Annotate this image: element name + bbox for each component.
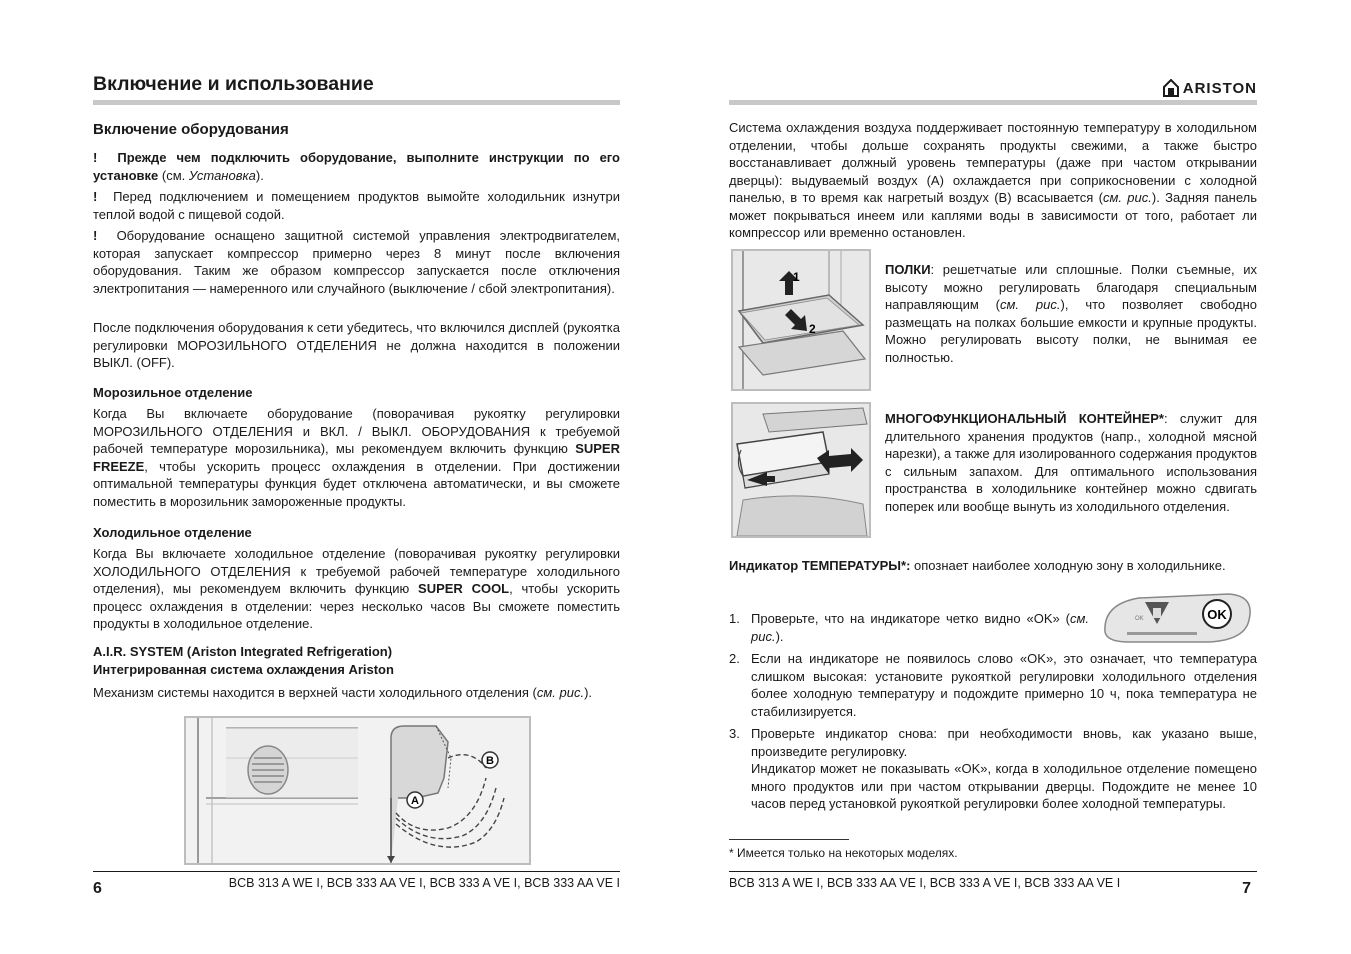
air-system-figure bbox=[184, 716, 531, 865]
air-system-paragraph bbox=[93, 684, 620, 702]
fridge-text: Когда Вы включаете холодильное отделение (поворачивая рукоятку регулировки ХОЛОДИЛЬНОГО ОТДЕЛЕНИЯ к требуемой рабочей температуре холодильного отделения), мы рекомендуем включить функцию bbox=[93, 546, 620, 596]
ok-label: OK bbox=[1207, 607, 1227, 622]
shelves-text: : решетчатые или сплошные. Полки съемные, их высоту можно регулировать благодаря специальным направляющим ( bbox=[885, 262, 1257, 312]
shelf-label-2: 2 bbox=[809, 322, 816, 336]
model-list: BCB 313 A WE I, BCB 333 AA VE I, BCB 333 A VE I, BCB 333 AA VE I bbox=[729, 876, 1121, 890]
intro-text: Система охлаждения воздуха поддерживает постоянную температуру в холодильном отделении, чтобы дольше сохранять продукты свежими, а также быстро восстанавливает должный уровень температуры (даже при частом открывании дверцы): выдуваемый воздух (А) охлаждается при соприкосновении с холодной панелью, в то время как нагретый воздух (B) всасывается ( bbox=[729, 120, 1257, 205]
shelves-text-end: ), что позволяет свободно размещать на полках большие емкости и крупные продукты. Можно регулировать высоту полки, не вынимая ее полностью. bbox=[885, 297, 1257, 365]
warning-install-ref-end: ). bbox=[255, 167, 264, 183]
temperature-indicator-label: Индикатор ТЕМПЕРАТУРЫ*: bbox=[729, 558, 911, 573]
air-text: Механизм системы находится в верхней части холодильного отделения ( bbox=[93, 685, 537, 700]
warning-install-text: Прежде чем подключить оборудование, выполните инструкции по его установке bbox=[93, 150, 620, 183]
page-title: Включение и использование bbox=[93, 73, 374, 95]
header-rule bbox=[93, 100, 620, 105]
page-number: 7 bbox=[1242, 880, 1251, 897]
freezer-text: Когда Вы включаете оборудование (поворачивая рукоятку регулировки МОРОЗИЛЬНОГО ОТДЕЛЕНИЯ и ВКЛ. / ВЫКЛ. ОБОРУДОВАНИЯ к требуемой рабочей температуре морозильника), мы рекомендуем включить функцию bbox=[93, 406, 620, 456]
list-number: 3. bbox=[729, 726, 740, 741]
section-title: Включение оборудования bbox=[93, 121, 289, 138]
indicator-drawing bbox=[1099, 590, 1257, 646]
air-system-drawing bbox=[186, 718, 529, 863]
item3-text-note: Индикатор может не показывать «OK», когда в холодильное отделение помещено много продуктов или при частом открывании дверцы. Подождите не менее 10 часов перед установкой рукояткой регулировки более холодной температуры. bbox=[751, 761, 1257, 811]
item3-text: Проверьте индикатор снова: при необходимости вновь, как указано выше, произведите регулировку. bbox=[751, 726, 1257, 759]
model-list: BCB 313 A WE I, BCB 333 AA VE I, BCB 333 A VE I, BCB 333 AA VE I bbox=[228, 876, 620, 890]
fig-label-b: B bbox=[486, 755, 494, 767]
right-page bbox=[729, 0, 1257, 954]
list-body bbox=[751, 610, 1089, 645]
air-system-subtitle: Интегрированная система охлаждения Ariston bbox=[93, 662, 394, 677]
footnote-rule bbox=[729, 839, 849, 840]
footer-rule bbox=[729, 871, 1257, 872]
fridge-paragraph bbox=[93, 545, 620, 633]
super-freeze-label: SUPER FREEZE bbox=[93, 441, 620, 474]
container-label: МНОГОФУНКЦИОНАЛЬНЫЙ КОНТЕЙНЕР* bbox=[885, 411, 1164, 426]
item1-text: Проверьте, что на индикаторе четко видно «OK» ( bbox=[751, 611, 1070, 626]
footer-rule bbox=[93, 871, 620, 872]
air-system-title: A.I.R. SYSTEM (Ariston Integrated Refrigeration) bbox=[93, 644, 393, 659]
air-ref-italic: см. рис. bbox=[536, 685, 585, 700]
item1-text-end: ). bbox=[775, 628, 784, 644]
super-cool-label: SUPER COOL bbox=[418, 581, 510, 596]
warning-compressor-text: Оборудование оснащено защитной системой управления электродвигателем, которая запускает компрессор примерно через 8 минут после включения оборудования. Таким же образом компрессор запускается после отключения электропитания — намеренного или случайного (выключение / сбой электропитания). bbox=[93, 228, 620, 296]
warning-compressor bbox=[93, 227, 620, 297]
warning-mark: ! bbox=[93, 189, 98, 204]
fridge-title: Холодильное отделение bbox=[93, 525, 252, 540]
container-figure bbox=[731, 402, 871, 538]
list-body bbox=[751, 725, 1257, 813]
shelves-label: ПОЛКИ bbox=[885, 262, 931, 277]
air-text-end: ). bbox=[584, 685, 593, 700]
fridge-text-end: , чтобы ускорить процесс охлаждения в отделении: через несколько часов Вы сможете поместить продукты в холодильное отделение. bbox=[93, 581, 620, 631]
warning-wash-text: Перед подключением и помещением продуктов вымойте холодильник изнутри теплой водой с пищевой содой. bbox=[93, 189, 620, 222]
warning-mark: ! bbox=[93, 228, 98, 243]
fig-label-a: A bbox=[411, 795, 419, 807]
warning-mark: ! bbox=[93, 150, 98, 165]
air-intro-paragraph bbox=[729, 119, 1257, 242]
shelf-label-1: 1 bbox=[793, 270, 800, 284]
warning-wash bbox=[93, 188, 620, 223]
shelves-paragraph bbox=[885, 261, 1257, 366]
temperature-indicator-paragraph bbox=[729, 557, 1257, 575]
shelves-drawing bbox=[733, 251, 869, 389]
warning-install bbox=[93, 149, 620, 184]
container-drawing bbox=[733, 404, 869, 536]
logo-text: ARISTON bbox=[1182, 79, 1257, 97]
house-logo-icon bbox=[1163, 79, 1179, 97]
freezer-paragraph bbox=[93, 405, 620, 510]
footnote: * Имеется только на некоторых моделях. bbox=[729, 846, 958, 860]
page-number: 6 bbox=[93, 880, 102, 897]
freezer-title: Морозильное отделение bbox=[93, 385, 253, 400]
item1-ref-italic: см. рис. bbox=[751, 611, 1089, 644]
shelves-figure bbox=[731, 249, 871, 391]
warning-install-ref: (см. bbox=[158, 167, 189, 183]
freezer-text-end: , чтобы ускорить процесс охлаждения в отделении. При достижении оптимальной температуры функция будет отключена автоматически, и вы сможете поместить в морозильник замороженные продукты. bbox=[93, 458, 620, 509]
list-number: 2. bbox=[729, 651, 740, 666]
warning-install-ref-italic: Установка bbox=[188, 167, 256, 183]
intro-ref-italic: см. рис. bbox=[1102, 190, 1152, 205]
left-page bbox=[93, 0, 620, 954]
display-paragraph: После подключения оборудования к сети убедитесь, что включился дисплей (рукоятка регулировки МОРОЗИЛЬНОГО ОТДЕЛЕНИЯ не должна находится в положении ВЫКЛ. (OFF). bbox=[93, 320, 620, 370]
temperature-indicator-text: опознает наиболее холодную зону в холодильнике. bbox=[910, 558, 1226, 573]
header-rule bbox=[729, 100, 1257, 105]
ariston-logo bbox=[1163, 79, 1257, 97]
list-number: 1. bbox=[729, 611, 740, 626]
container-paragraph bbox=[885, 410, 1257, 515]
intro-text-end: ). Задняя панель может покрываться инеем или каплями воды в зависимости от того, работает ли компрессор или временно остановлен. bbox=[729, 190, 1257, 240]
container-text: : служит для длительного хранения продуктов (напр., холодной мясной нарезки), а также для изолированного содержания продуктов с сильным запахом. Для оптимального использования пространства в холодильнике контейнер можно сдвигать поперек или вообще вынуть из холодильного отделения. bbox=[885, 411, 1257, 514]
shelves-ref-italic: см. рис. bbox=[1000, 297, 1061, 312]
temperature-indicator-image bbox=[1099, 590, 1257, 646]
indicator-small-ok: OK bbox=[1135, 616, 1144, 622]
item2-text: Если на индикаторе не появилось слово «OK», это означает, что температура слишком высокая: установите рукояткой регулировки холодильного отделения более холодную температуру и подождите примерно 10 ч, пока температура не стабилизируется. bbox=[751, 651, 1257, 719]
